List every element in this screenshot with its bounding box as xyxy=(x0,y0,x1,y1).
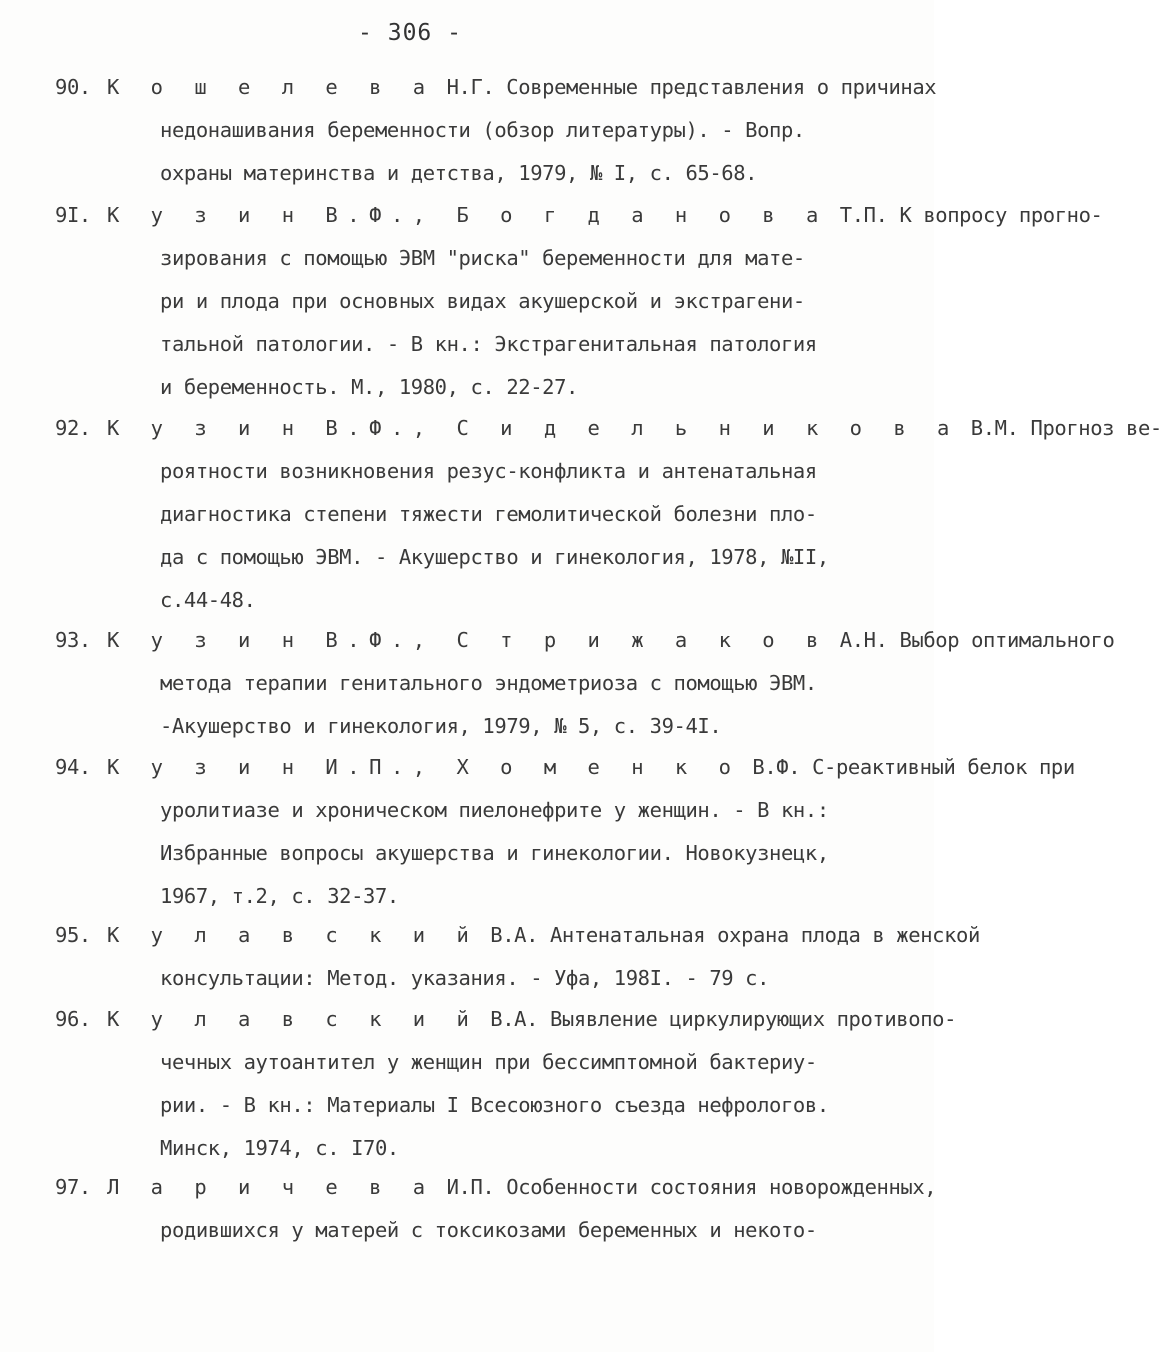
reference-text: Минск, 1974, с. I70. xyxy=(160,1136,399,1160)
reference-text: метода терапии генитального эндометриоза с помощью ЭВМ. xyxy=(160,671,817,695)
page-number: - 306 - xyxy=(358,20,462,46)
reference-text: с.44-48. xyxy=(160,588,256,612)
reference-authors: Л а р и ч е в а xyxy=(107,1175,435,1199)
reference-first-line xyxy=(55,998,957,1041)
reference-first-line xyxy=(55,194,1103,237)
reference-authors: К у л а в с к и й xyxy=(107,923,479,947)
reference-text: уролитиазе и хроническом пиелонефрите у женщин. - В кн.: xyxy=(160,798,829,822)
reference-text: В.Ф. С-реактивный белок при xyxy=(752,755,1075,779)
reference-text: чечных аутоантител у женщин при бессимптомной бактериу- xyxy=(160,1050,817,1074)
reference-text: недонашивания беременности (обзор литературы). - Вопр. xyxy=(160,118,805,142)
reference-text: Н.Г. Современные представления о причинах xyxy=(446,75,937,99)
reference-authors: К у з и н В.Ф., Б о г д а н о в а xyxy=(107,203,828,227)
reference-text: В.М. Прогноз ве- xyxy=(970,416,1162,440)
reference-text: Т.П. К вопросу прогно- xyxy=(839,203,1103,227)
reference-text: и беременность. М., 1980, с. 22-27. xyxy=(160,375,578,399)
reference-text: да с помощью ЭВМ. - Акушерство и гинекология, 1978, №II, xyxy=(160,545,829,569)
reference-text: Избранные вопросы акушерства и гинекологии. Новокузнецк, xyxy=(160,841,829,865)
reference-number: 90. xyxy=(55,75,91,99)
reference-text: зирования с помощью ЭВМ "риска" беременности для мате- xyxy=(160,246,805,270)
reference-authors: К у з и н В.Ф., С и д е л ь н и к о в а xyxy=(107,416,959,440)
reference-entry xyxy=(55,746,1075,918)
reference-authors: К у з и н И.П., Х о м е н к о xyxy=(107,755,741,779)
reference-first-line xyxy=(55,914,980,957)
reference-entry xyxy=(55,1166,937,1252)
reference-text: консультации: Метод. указания. - Уфа, 198I. - 79 с. xyxy=(160,966,770,990)
reference-text: роятности возникновения резус-конфликта и антенатальная xyxy=(160,459,817,483)
reference-text: диагностика степени тяжести гемолитической болезни пло- xyxy=(160,502,817,526)
reference-text: В.А. Антенатальная охрана плода в женской xyxy=(490,923,980,947)
reference-text: -Акушерство и гинекология, 1979, № 5, с. 39-4I. xyxy=(160,714,722,738)
reference-authors: К о ш е л е в а xyxy=(107,75,435,99)
reference-number: 9I. xyxy=(55,203,91,227)
reference-entry xyxy=(55,914,980,1000)
reference-number: 96. xyxy=(55,1007,91,1031)
reference-entry xyxy=(55,66,937,195)
reference-text: родившихся у матерей с токсикозами беременных и некото- xyxy=(160,1218,817,1242)
reference-number: 93. xyxy=(55,628,91,652)
reference-text: ри и плода при основных видах акушерской и экстрагени- xyxy=(160,289,805,313)
reference-number: 94. xyxy=(55,755,91,779)
reference-number: 95. xyxy=(55,923,91,947)
reference-entry xyxy=(55,998,957,1170)
reference-first-line xyxy=(55,1166,937,1209)
reference-entry xyxy=(55,194,1103,409)
reference-text: тальной патологии. - В кн.: Экстрагенитальная патология xyxy=(160,332,817,356)
reference-number: 97. xyxy=(55,1175,91,1199)
reference-text: охраны материнства и детства, 1979, № I, с. 65-68. xyxy=(160,161,758,185)
reference-first-line xyxy=(55,619,1115,662)
reference-text: А.Н. Выбор оптимального xyxy=(839,628,1115,652)
reference-entry xyxy=(55,619,1115,748)
reference-text: В.А. Выявление циркулирующих противопо- xyxy=(490,1007,957,1031)
reference-text: И.П. Особенности состояния новорожденных, xyxy=(446,1175,937,1199)
reference-first-line xyxy=(55,66,937,109)
reference-authors: К у з и н В.Ф., С т р и ж а к о в xyxy=(107,628,828,652)
reference-number: 92. xyxy=(55,416,91,440)
reference-first-line xyxy=(55,746,1075,789)
reference-text: рии. - В кн.: Материалы I Всесоюзного съезда нефрологов. xyxy=(160,1093,829,1117)
reference-entry xyxy=(55,407,1162,622)
reference-authors: К у л а в с к и й xyxy=(107,1007,479,1031)
reference-first-line xyxy=(55,407,1162,450)
reference-text: 1967, т.2, с. 32-37. xyxy=(160,884,399,908)
